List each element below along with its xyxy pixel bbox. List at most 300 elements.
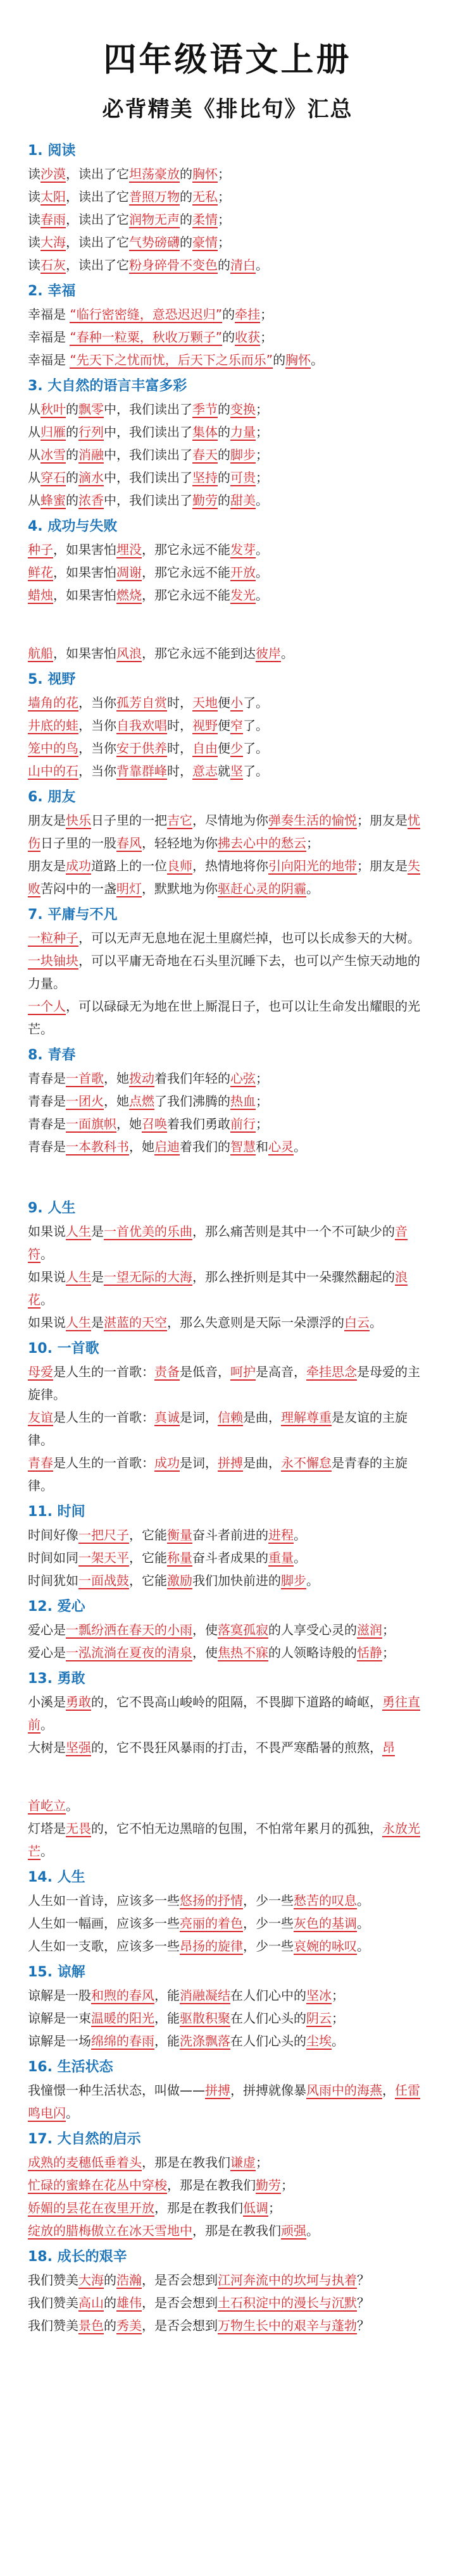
- highlighted-phrase: 春雨: [41, 212, 66, 227]
- highlighted-phrase: 忧伤: [28, 813, 420, 851]
- sentence-text: 的: [218, 447, 230, 462]
- sentence-line: [28, 1135, 427, 1158]
- sentence-line: [28, 303, 427, 326]
- sentence-line: [28, 1112, 427, 1135]
- sentence-text: 是人生的一首歌：: [53, 1364, 154, 1379]
- highlighted-phrase: 青春: [28, 1455, 53, 1470]
- highlighted-phrase: 燃烧: [116, 588, 142, 603]
- sentence-text: ，可以碌碌无为地在世上厮混日子，也可以让生命发出耀眼的光芒。: [28, 999, 420, 1037]
- sentence-text: ，那它永远不能: [142, 565, 230, 580]
- highlighted-phrase: 天地: [192, 695, 218, 710]
- sentence-text: ，读出了它: [66, 189, 129, 204]
- highlighted-phrase: 顽强: [281, 2223, 306, 2238]
- sentence-text: 朋友是: [28, 858, 66, 873]
- highlighted-phrase: 埋没: [116, 542, 142, 557]
- highlighted-phrase: 可贵: [230, 470, 256, 485]
- highlighted-phrase: 愁苦的叹息: [294, 1893, 357, 1908]
- section-heading: 9. 人生: [28, 1200, 76, 1216]
- highlighted-phrase: 山中的石: [28, 763, 78, 779]
- sentence-text: ，那是在教我们: [167, 2178, 256, 2193]
- highlighted-phrase: 气势磅礴: [129, 235, 180, 250]
- highlighted-phrase: 坚持: [192, 470, 218, 485]
- sentence-text: 。: [311, 352, 324, 367]
- sentence-text: 是青春的主旋律。: [28, 1455, 408, 1493]
- sentence-text: ，那它永远不能: [142, 542, 230, 557]
- sentence-line: [28, 642, 427, 665]
- highlighted-phrase: 恬静: [357, 1645, 382, 1660]
- section: [28, 1596, 427, 1664]
- highlighted-phrase: 脚步: [230, 447, 256, 462]
- section: [28, 1961, 427, 2052]
- sentence-text: ，是否会想到: [142, 2272, 218, 2288]
- highlighted-phrase: 驱赶心灵的阴霾: [218, 881, 306, 896]
- sentence-line: [28, 1569, 427, 1592]
- sentence-text: ，是否会想到: [142, 2295, 218, 2310]
- sentence-text: 时间如同: [28, 1550, 78, 1565]
- highlighted-phrase: 秋叶: [41, 402, 66, 417]
- sentence-text: 便: [218, 718, 230, 733]
- highlighted-phrase: 理解尊重: [281, 1410, 332, 1425]
- highlighted-phrase: 消融: [78, 447, 104, 462]
- highlighted-phrase: 清白: [230, 257, 256, 273]
- sentence-text: 的: [66, 447, 78, 462]
- section: [28, 1759, 427, 1863]
- sentence-text: 。: [66, 2105, 78, 2121]
- sentence-line: [28, 1817, 427, 1863]
- sentence-text: ，当你: [78, 763, 116, 779]
- sentence-text: ；: [218, 212, 230, 227]
- sentence-text: 谅解是一场: [28, 2033, 91, 2049]
- sentence-text: 的: [104, 2318, 116, 2333]
- sentence-text: 的: [218, 257, 230, 273]
- highlighted-phrase: 成功: [66, 858, 91, 873]
- highlighted-phrase: 沙漠: [41, 166, 66, 182]
- sentence-text: ？: [357, 2318, 370, 2333]
- sentence-text: 读: [28, 189, 41, 204]
- sentence-line: [28, 2007, 427, 2030]
- section-heading: 16. 生活状态: [28, 2059, 113, 2075]
- highlighted-phrase: 失败: [28, 858, 420, 896]
- section-gap: [28, 1158, 427, 1193]
- sentence-text: 。: [41, 1292, 53, 1307]
- highlighted-phrase: 开放: [230, 565, 256, 580]
- highlighted-phrase: 自我欢唱: [116, 718, 167, 733]
- highlighted-phrase: 呵护: [230, 1364, 256, 1379]
- section: [28, 1044, 427, 1158]
- highlighted-phrase: 消融凝结: [180, 1988, 230, 2003]
- highlighted-phrase: 母爱: [28, 1364, 53, 1379]
- highlighted-phrase: 一面旗帜: [66, 1116, 116, 1131]
- highlighted-phrase: 绽放的腊梅傲立在冰天雪地中: [28, 2223, 192, 2238]
- section: [28, 607, 427, 665]
- highlighted-phrase: 落寞孤寂: [218, 1622, 268, 1637]
- highlighted-phrase: 弹奏生活的愉悦: [268, 813, 357, 828]
- page-subtitle: 必背精美《排比句》汇总: [102, 97, 353, 122]
- sentence-line: [28, 208, 427, 231]
- sentence-text: 的: [222, 330, 235, 345]
- sentence-text: 的: [180, 235, 192, 250]
- sentence-text: ；: [260, 307, 273, 322]
- highlighted-phrase: 心弦: [230, 1071, 256, 1086]
- highlighted-phrase: 尘埃: [306, 2033, 332, 2049]
- highlighted-phrase: 首屹立: [28, 1798, 66, 1813]
- sentence-text: 读: [28, 235, 41, 250]
- sentence-text: 。: [357, 1893, 370, 1908]
- sentence-text: 是人生的一首歌：: [53, 1410, 154, 1425]
- highlighted-phrase: 人生: [66, 1315, 91, 1330]
- sentence-line: [28, 949, 427, 995]
- sentence-text: 。: [256, 565, 268, 580]
- highlighted-phrase: 成熟的麦穗低垂着头: [28, 2155, 142, 2170]
- highlighted-phrase: 人生: [66, 1224, 91, 1239]
- highlighted-phrase: 高山: [78, 2295, 104, 2310]
- sentence-text: 幸福是: [28, 330, 70, 345]
- highlighted-phrase: 力量: [230, 424, 256, 440]
- sentence-line: [28, 714, 427, 737]
- sentence-text: 的: [180, 166, 192, 182]
- highlighted-phrase: 一团火: [66, 1094, 104, 1109]
- highlighted-phrase: 成功: [154, 1455, 180, 1470]
- section: [28, 1158, 427, 1334]
- highlighted-phrase: 驱散积聚: [180, 2011, 230, 2026]
- highlighted-phrase: 良师: [167, 858, 192, 873]
- highlighted-phrase: 昂扬的旋律: [180, 1938, 243, 1954]
- sentence-line: [28, 398, 427, 421]
- section: [28, 786, 427, 900]
- sentence-text: 中，我们读出了: [104, 402, 192, 417]
- sentence-line: [28, 326, 427, 348]
- section: [28, 515, 427, 607]
- sentence-text: ，读出了它: [66, 257, 129, 273]
- highlighted-phrase: 心灵: [268, 1139, 294, 1154]
- sentence-text: 是友谊的主旋律。: [28, 1410, 408, 1448]
- section: [28, 1668, 427, 1759]
- highlighted-phrase: 音符: [28, 1224, 408, 1262]
- highlighted-phrase: 永放光芒: [28, 1821, 420, 1859]
- sentence-line: [28, 1736, 427, 1759]
- sentence-text: ；: [268, 2200, 281, 2215]
- highlighted-phrase: 一个人: [28, 999, 66, 1014]
- highlighted-phrase: 少: [230, 741, 243, 756]
- sentence-text: 。: [370, 1315, 382, 1330]
- sentence-text: 的: [218, 424, 230, 440]
- highlighted-phrase: 温暖的阳光: [91, 2011, 154, 2026]
- sentence-text: 从: [28, 470, 41, 485]
- sentence-line: [28, 927, 427, 949]
- highlighted-phrase: 江河奔流中的坎坷与执着: [218, 2272, 357, 2288]
- section-heading: 7. 平庸与不凡: [28, 907, 118, 923]
- highlighted-phrase: 浩瀚: [116, 2272, 142, 2288]
- sentence-text: 了。: [243, 695, 268, 710]
- sentence-text: 是: [91, 1269, 104, 1285]
- sentence-text: ；: [260, 330, 273, 345]
- sentence-text: 了我们沸腾的: [154, 1094, 230, 1109]
- sentence-text: 的: [222, 307, 235, 322]
- sentence-text: 的: [180, 212, 192, 227]
- section-heading: 18. 成长的艰辛: [28, 2249, 127, 2265]
- sentence-line: [28, 348, 427, 371]
- highlighted-phrase: 拼搏: [218, 1455, 243, 1470]
- highlighted-phrase: 白云: [344, 1315, 370, 1330]
- highlighted-phrase: 鲜花: [28, 565, 53, 580]
- sentence-text: 谅解是一股: [28, 1988, 91, 2003]
- highlighted-phrase: 孤芳自赏: [116, 695, 167, 710]
- sentence-text: 便: [218, 695, 230, 710]
- sentence-text: 和: [256, 1139, 268, 1154]
- section-heading: 6. 朋友: [28, 789, 76, 805]
- sentence-text: 是母爱的主旋律。: [28, 1364, 420, 1402]
- sentence-text: 在人们心中的: [230, 1988, 306, 2003]
- sentence-line: [28, 231, 427, 254]
- sentence-line: [28, 1912, 427, 1935]
- highlighted-phrase: 低调: [243, 2200, 268, 2215]
- section-heading: 4. 成功与失败: [28, 519, 118, 534]
- highlighted-phrase: 胸怀: [192, 166, 218, 182]
- sentence-text: ，热情地将你: [192, 858, 268, 873]
- highlighted-phrase: 任雷鸣电闪: [28, 2083, 420, 2121]
- highlighted-phrase: 衡量: [167, 1527, 192, 1543]
- sentence-text: 是词，: [180, 1410, 218, 1425]
- sentence-text: ，轻轻地为你: [142, 835, 218, 851]
- highlighted-phrase: 重量: [268, 1550, 294, 1565]
- sentence-text: 时间好像: [28, 1527, 78, 1543]
- highlighted-phrase: 一面战鼓: [78, 1573, 129, 1588]
- sentence-text: 。: [256, 542, 268, 557]
- sentence-text: ，可以平庸无奇地在石头里沉睡下去，也可以产生惊天动地的力量。: [28, 953, 420, 991]
- sentence-text: ，如果害怕: [53, 646, 116, 661]
- sentence-text: ；朋友是: [357, 813, 408, 828]
- highlighted-phrase: 坚强: [66, 1740, 91, 1755]
- sentence-text: ，能: [154, 2011, 180, 2026]
- sentence-line: [28, 1984, 427, 2007]
- sentence-text: 时，: [167, 763, 192, 779]
- highlighted-phrase: 背靠群峰: [116, 763, 167, 779]
- highlighted-phrase: 大海: [78, 2272, 104, 2288]
- sentence-text: 是: [91, 1224, 104, 1239]
- highlighted-phrase: “春种一粒粟，秋收万颗子”: [70, 330, 223, 345]
- sentence-text: ；: [256, 402, 268, 417]
- sentence-line: [28, 466, 427, 489]
- sentence-text: ，使: [192, 1622, 218, 1637]
- highlighted-phrase: 土石积淀中的漫长与沉默: [218, 2295, 357, 2310]
- sentence-text: 我们赞美: [28, 2318, 78, 2333]
- highlighted-phrase: 滋润: [357, 1622, 382, 1637]
- sentence-line: [28, 737, 427, 760]
- sentence-text: 如果说: [28, 1224, 66, 1239]
- highlighted-phrase: 一架天平: [78, 1550, 129, 1565]
- highlighted-phrase: 自由: [192, 741, 218, 756]
- sentence-text: 着我们年轻的: [154, 1071, 230, 1086]
- sentence-line: [28, 1546, 427, 1569]
- highlighted-phrase: 快乐: [66, 813, 91, 828]
- section: [28, 280, 427, 371]
- highlighted-phrase: 冰雪: [41, 447, 66, 462]
- sentence-text: 。: [357, 1916, 370, 1931]
- highlighted-phrase: 召唤: [142, 1116, 167, 1131]
- sentence-text: ；: [281, 2178, 294, 2193]
- highlighted-phrase: 焦热不寐: [218, 1645, 268, 1660]
- sentence-text: 是曲，: [243, 1410, 281, 1425]
- sentence-text: ，少一些: [243, 1938, 294, 1954]
- sentence-text: ，尽情地为你: [192, 813, 268, 828]
- page-title: 四年级语文上册: [103, 40, 352, 79]
- sentence-text: 在人们心头的: [230, 2033, 306, 2049]
- sentence-text: 爱心是: [28, 1645, 66, 1660]
- highlighted-phrase: 牵挂: [235, 307, 261, 322]
- highlighted-phrase: 信赖: [218, 1410, 243, 1425]
- highlighted-phrase: “先天下之忧而忧，后天下之乐而乐”: [70, 352, 273, 367]
- highlighted-phrase: 一块铀块: [28, 953, 78, 968]
- sentence-text: 是高音，: [256, 1364, 306, 1379]
- sentence-text: 我们赞美: [28, 2295, 78, 2310]
- section-heading: 17. 大自然的启示: [28, 2131, 141, 2147]
- sentence-text: 日子里的一把: [91, 813, 167, 828]
- sentence-line: [28, 561, 427, 584]
- sentence-text: ；: [218, 189, 230, 204]
- highlighted-phrase: 启迪: [154, 1139, 180, 1154]
- sentence-text: 人生如一幅画，应该多一些: [28, 1916, 180, 1931]
- section: [28, 140, 427, 276]
- sentence-text: ，默默地为你: [142, 881, 218, 896]
- highlighted-phrase: 收获: [235, 330, 261, 345]
- highlighted-phrase: 季节: [192, 402, 218, 417]
- sentence-text: 青春是: [28, 1094, 66, 1109]
- highlighted-phrase: 亮丽的着色: [180, 1916, 243, 1931]
- sentence-text: ，如果害怕: [53, 542, 116, 557]
- sentence-text: 我们赞美: [28, 2272, 78, 2288]
- sentence-text: 小溪是: [28, 1694, 66, 1710]
- highlighted-phrase: 春天: [192, 447, 218, 462]
- sentence-text: 从: [28, 493, 41, 508]
- sentence-text: 。: [256, 493, 268, 508]
- sentence-text: 了。: [243, 741, 268, 756]
- sentence-line: [28, 1266, 427, 1311]
- section: [28, 904, 427, 1040]
- sentence-text: ，如果害怕: [53, 588, 116, 603]
- sentence-line: [28, 1618, 427, 1641]
- sentence-text: 是词，: [180, 1455, 218, 1470]
- highlighted-phrase: 灰色的基调: [294, 1916, 357, 1931]
- sentence-text: ，读出了它: [66, 235, 129, 250]
- sentence-line: [28, 2079, 427, 2124]
- sentence-text: 读: [28, 257, 41, 273]
- highlighted-phrase: 甜美: [230, 493, 256, 508]
- sentence-line: [28, 1524, 427, 1546]
- sentence-text: 青春是: [28, 1139, 66, 1154]
- highlighted-phrase: 人生: [66, 1269, 91, 1285]
- sentence-text: 人生如一首诗，应该多一些: [28, 1893, 180, 1908]
- sentence-line: [28, 1360, 427, 1406]
- section-heading: 11. 时间: [28, 1504, 85, 1520]
- section: [28, 669, 427, 782]
- sentence-text: 在人们心头的: [230, 2011, 306, 2026]
- sentence-text: ，它能: [129, 1573, 167, 1588]
- highlighted-phrase: 蜂蜜: [41, 493, 66, 508]
- section: [28, 375, 427, 512]
- sentence-text: ；: [332, 1988, 344, 2003]
- sentence-line: [28, 854, 427, 900]
- highlighted-phrase: 拂去心中的愁云: [218, 835, 306, 851]
- sentence-text: 我憧憬一种生活状态，叫做——: [28, 2083, 205, 2098]
- sentence-text: ，使: [192, 1645, 218, 1660]
- highlighted-phrase: 友谊: [28, 1410, 53, 1425]
- sentence-text: 时，: [167, 718, 192, 733]
- highlighted-phrase: 坚: [230, 763, 243, 779]
- sentence-text: ，少一些: [243, 1893, 294, 1908]
- sentence-text: ；: [256, 1094, 268, 1109]
- highlighted-phrase: 一瓢纷洒在春天的小雨: [66, 1622, 192, 1637]
- highlighted-phrase: 阴云: [306, 2011, 332, 2026]
- sentence-text: 从: [28, 447, 41, 462]
- sentence-text: 。: [306, 2223, 319, 2238]
- section-heading: 15. 谅解: [28, 1964, 85, 1980]
- highlighted-phrase: 永不懈怠: [281, 1455, 332, 1470]
- highlighted-phrase: 粉身碎骨不变色: [129, 257, 218, 273]
- highlighted-phrase: 一首歌: [66, 1071, 104, 1086]
- highlighted-phrase: 智慧: [230, 1139, 256, 1154]
- sentence-line: [28, 1451, 427, 1497]
- highlighted-phrase: 勤劳: [256, 2178, 281, 2193]
- sentence-text: ，: [382, 2083, 395, 2098]
- sentence-text: ，当你: [78, 695, 116, 710]
- sentence-text: ？: [357, 2295, 370, 2310]
- highlighted-phrase: 坚冰: [306, 1988, 332, 2003]
- highlighted-phrase: 勇往直前: [28, 1694, 420, 1732]
- sentence-line: [28, 760, 427, 782]
- sentence-text: ；: [218, 235, 230, 250]
- highlighted-phrase: 发光: [230, 588, 256, 603]
- sentence-text: ；: [306, 835, 319, 851]
- highlighted-phrase: 豪情: [192, 235, 218, 250]
- sentence-text: ；: [256, 1116, 268, 1131]
- highlighted-phrase: 前行: [230, 1116, 256, 1131]
- sentence-line: [28, 1935, 427, 1957]
- highlighted-phrase: 柔情: [192, 212, 218, 227]
- highlighted-phrase: 激励: [167, 1573, 192, 1588]
- sentence-text: ，它能: [129, 1550, 167, 1565]
- sentence-text: 的，它不畏狂风暴雨的打击，不畏严寒酷暑的煎熬，: [91, 1740, 382, 1755]
- sentence-line: [28, 2269, 427, 2291]
- highlighted-phrase: 风浪: [116, 646, 142, 661]
- sentence-text: 奋斗者前进的: [192, 1527, 268, 1543]
- highlighted-phrase: 点燃: [129, 1094, 154, 1109]
- highlighted-phrase: 秀美: [116, 2318, 142, 2333]
- sentence-text: 朋友是: [28, 813, 66, 828]
- section-heading: 13. 勇敢: [28, 1671, 85, 1687]
- highlighted-phrase: 脚步: [281, 1573, 306, 1588]
- sentence-line: [28, 2291, 427, 2314]
- sentence-text: ，那么痛苦则是其中一个不可缺少的: [192, 1224, 395, 1239]
- highlighted-phrase: 春风: [116, 835, 142, 851]
- sentence-line: [28, 421, 427, 443]
- highlighted-phrase: 谦虚: [230, 2155, 256, 2170]
- sentence-text: ，她: [129, 1139, 154, 1154]
- sentence-text: 的: [66, 402, 78, 417]
- sentence-text: 的: [218, 402, 230, 417]
- highlighted-phrase: 悠扬的抒情: [180, 1893, 243, 1908]
- highlighted-phrase: 彼岸: [256, 646, 281, 661]
- highlighted-phrase: 润物无声: [129, 212, 180, 227]
- sentence-text: 。: [306, 881, 319, 896]
- highlighted-phrase: 坦荡豪放: [129, 166, 180, 182]
- highlighted-phrase: 风雨中的海燕: [306, 2083, 382, 2098]
- highlighted-phrase: 石灰: [41, 257, 66, 273]
- highlighted-phrase: 视野: [192, 718, 218, 733]
- sentence-text: ；: [256, 470, 268, 485]
- sentence-text: 着我们勇敢: [167, 1116, 230, 1131]
- sentence-line: [28, 584, 427, 607]
- highlighted-phrase: 普照万物: [129, 189, 180, 204]
